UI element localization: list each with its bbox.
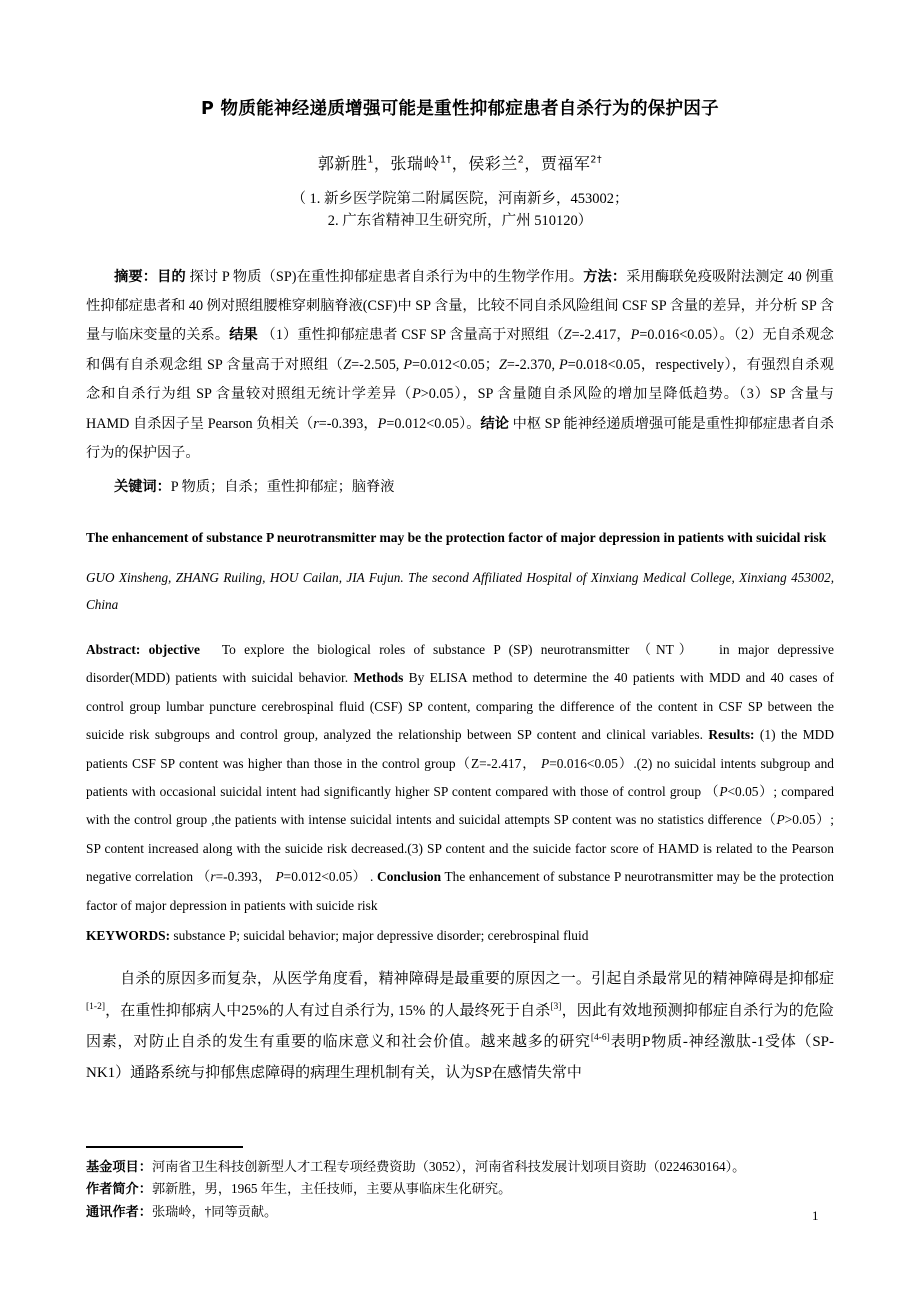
english-keywords — [86, 922, 834, 950]
footnote-funding-text: 河南省卫生科技创新型人才工程专项经费资助（3052），河南省科技发展计划项目资助（0224630164）。 — [151, 1159, 746, 1174]
footnote-section — [86, 1156, 846, 1223]
objective-text-cn: 探讨 P 物质（SP)在重性抑郁症患者自杀行为中的生物学作用。 — [185, 268, 584, 285]
results-label-cn: 结果 — [229, 327, 258, 344]
chinese-keywords — [86, 473, 834, 502]
body-text-d: 表明P物质-神经激肽-1受体（SP-NK1）通路系统与抑郁焦虑障碍的病理生理机制有关，认为SP在感情失常中 — [86, 1033, 834, 1081]
methods-text-en: By ELISA method to determine the 40 patients with MDD and 40 cases of control group lumbar puncture cerebrospinal fluid (CSF) SP content, comparing the difference of the content in CSF SP between the suicide risk subgroups and control group, analyzed the relationship between SP content and clinical variables. — [86, 670, 834, 743]
stat-z-symbol-3: Z — [498, 356, 507, 373]
citation-ref-3: [4-6] — [590, 1032, 610, 1043]
stat-z-value-3: =-2.370, — [506, 356, 560, 373]
footnote-funding — [86, 1156, 846, 1178]
english-author-line: GUO Xinsheng, ZHANG Ruiling, HOU Cailan, JIA Fujun. The second Affiliated Hospital of Xinxiang Medical College, Xinxiang 453002, China — [86, 570, 834, 612]
stat-p-symbol-4: P — [412, 386, 421, 403]
stat-p-symbol-5: P — [377, 415, 387, 432]
author-list — [86, 151, 834, 174]
stat-p-value-5: =0.012<0.05）。 — [386, 415, 481, 432]
page-content — [86, 0, 834, 1089]
footnote-divider — [86, 1146, 243, 1148]
stat-r-value-en-4: =-0.393， — [215, 869, 276, 885]
stat-p-value-3: =0.018<0.05，respectively），有强烈自杀观念和自杀行为组 SP 含量较对照组无统计学差异（ — [86, 356, 834, 403]
objective-label-cn: 目的 — [157, 268, 186, 285]
methods-text-cn: 采用酶联免疫吸附法测定 40 例重性抑郁症患者和 40 例对照组腰椎穿刺脑脊液(CSF)中 SP 含量，比较不同自杀风险组间 CSF SP 含量的差异，并分析 SP 含量与临床变量的关系。 — [86, 268, 834, 344]
author-separator-3: ， — [524, 153, 541, 173]
author-name-1: 郭新胜 — [317, 153, 368, 173]
stat-p-value-en-1: =0.016<0.05）.(2) no suicidal intents subgroup and patients with occasional suicidal intent had significantly higher SP content compared with those of control group （ — [86, 755, 834, 799]
citation-ref-1: [1-2] — [86, 1001, 105, 1012]
footnote-author-bio-label: 作者简介： — [86, 1182, 152, 1198]
stat-r-value-5: =-0.393， — [318, 415, 378, 432]
conclusion-text-en: The enhancement of substance P neurotransmitter may be the protection factor of major depression in patients with suicide risk — [86, 869, 834, 913]
stat-p-value-1: =0.016<0.05）。（2）无自杀观念和偶有自杀观念组 SP 含量高于对照组（ — [86, 327, 834, 373]
keywords-label-cn: 关键词： — [114, 479, 171, 496]
footnote-author-bio — [86, 1178, 846, 1200]
stat-p-symbol-en-3: P — [776, 812, 785, 828]
stat-p-value-en-5: =0.012<0.05） . — [283, 869, 378, 885]
stat-p-symbol-3: P — [559, 356, 568, 373]
keywords-label-en: KEYWORDS: — [86, 928, 171, 943]
body-text-a: 自杀的原因多而复杂，从医学角度看，精神障碍是最重要的原因之一。引起自杀最常见的精神障碍是抑郁症 — [120, 971, 834, 988]
stat-p-symbol-en-1: P — [541, 755, 550, 771]
conclusion-label-en: Conclusion — [377, 869, 442, 885]
results-label-en: Results: — [708, 727, 755, 743]
page-number: 1 — [812, 1208, 819, 1223]
abstract-label-cn: 摘要： — [114, 268, 158, 285]
author-separator-1: ， — [373, 153, 391, 173]
methods-label-en: Methods — [353, 670, 404, 686]
body-text-c: ，因此有效地预测抑郁症自杀行为的危险因素，对防止自杀的发生有重要的临床意义和社会价值。越来越多的研究 — [86, 1002, 834, 1050]
author-affil-marker-3: 2 — [517, 154, 525, 166]
results-text-cn-1: （1）重性抑郁症患者 CSF SP 含量高于对照组（ — [257, 327, 564, 344]
stat-p-value-en-3: >0.05）; SP content increased along with the suicide risk decreased.(3) SP content and the suicide factor score of HAMD is related to the Pearson negative correlation （ — [86, 812, 834, 885]
stat-p-value-en-2: <0.05）; compared with the control group ,the patients with intense suicidal intents and suicidal attempts SP content was no statistics difference（ — [86, 783, 834, 828]
english-title: The enhancement of substance P neurotransmitter may be the protection factor of major depression in patients with suicidal risk — [86, 529, 827, 545]
footnote-corresponding-author — [86, 1201, 846, 1223]
author-name-3: 侯彩兰 — [468, 153, 518, 173]
keywords-text-cn: P 物质；自杀；重性抑郁症；脑脊液 — [170, 479, 395, 496]
stat-p-symbol-1: P — [630, 327, 640, 344]
results-text-en-1: (1) the MDD patients CSF SP content was higher than those in the control group（Z=-2.417， — [86, 727, 835, 771]
conclusion-label-cn: 结论 — [480, 415, 510, 432]
footnote-corresponding-label: 通讯作者： — [86, 1204, 152, 1220]
stat-z-symbol-2: Z — [343, 356, 352, 373]
conclusion-text-cn: 中枢 SP 能神经递质增强可能是重性抑郁症患者自杀行为的保护因子。 — [86, 415, 834, 462]
body-paragraph-1 — [86, 964, 834, 1089]
affiliation-line-2: 2. 广东省精神卫生研究所，广州 510120） — [327, 213, 593, 230]
english-abstract — [86, 636, 834, 920]
stat-z-symbol-1: Z — [563, 327, 572, 344]
objective-text-en: To explore the biological roles of substance P (SP) neurotransmitter （NT） — [221, 641, 698, 657]
stat-r-symbol-en-4: r — [210, 869, 216, 885]
stat-r-symbol-5: r — [313, 415, 319, 432]
objective-text-en-2: in major depressive disorder(MDD) patients with suicidal behavior. — [86, 641, 834, 686]
body-text-b: ，在重性抑郁病人中25%的人有过自杀行为, 15% 的人最终死于自杀 — [105, 1002, 551, 1019]
footnote-funding-label: 基金项目： — [86, 1160, 152, 1175]
author-affil-marker-2: 1† — [439, 154, 452, 166]
abstract-label-en: Abstract: objective — [86, 641, 200, 657]
author-name-4: 贾福军 — [540, 153, 591, 173]
stat-p-value-4: >0.05），SP 含量随自杀风险的增加呈降低趋势。（3）SP 含量与 HAMD 自杀因子呈 Pearson 负相关（ — [86, 386, 834, 432]
affiliations — [86, 188, 834, 233]
author-affil-marker-1: 1 — [367, 154, 374, 166]
chinese-abstract — [86, 263, 834, 469]
author-name-2: 张瑞岭 — [390, 153, 440, 173]
stat-p-symbol-2: P — [403, 356, 413, 373]
citation-ref-2: [3] — [550, 1001, 562, 1012]
stat-z-value-1: =-2.417， — [571, 327, 631, 344]
stat-p-symbol-en-2: P — [719, 783, 728, 799]
page-title: P 物质能神经递质增强可能是重性抑郁症患者自杀行为的保护因子 — [201, 99, 719, 119]
stat-p-value-2: =0.012<0.05； — [412, 356, 499, 373]
stat-z-value-2: =-2.505, — [351, 356, 404, 373]
stat-p-symbol-en-5: P — [275, 869, 284, 885]
footnote-author-bio-text: 郭新胜，男，1965 年生，主任技师，主要从事临床生化研究。 — [151, 1181, 512, 1197]
footnote-corresponding-text: 张瑞岭，†同等贡献。 — [151, 1203, 278, 1219]
affiliation-line-1: （ 1. 新乡医学院第二附属医院，河南新乡，453002； — [291, 190, 629, 207]
methods-label-cn: 方法： — [583, 268, 627, 285]
author-affil-marker-4: 2† — [590, 154, 603, 166]
author-separator-2: ， — [451, 153, 469, 173]
keywords-text-en: substance P; suicidal behavior; major depressive disorder; cerebrospinal fluid — [170, 928, 589, 943]
